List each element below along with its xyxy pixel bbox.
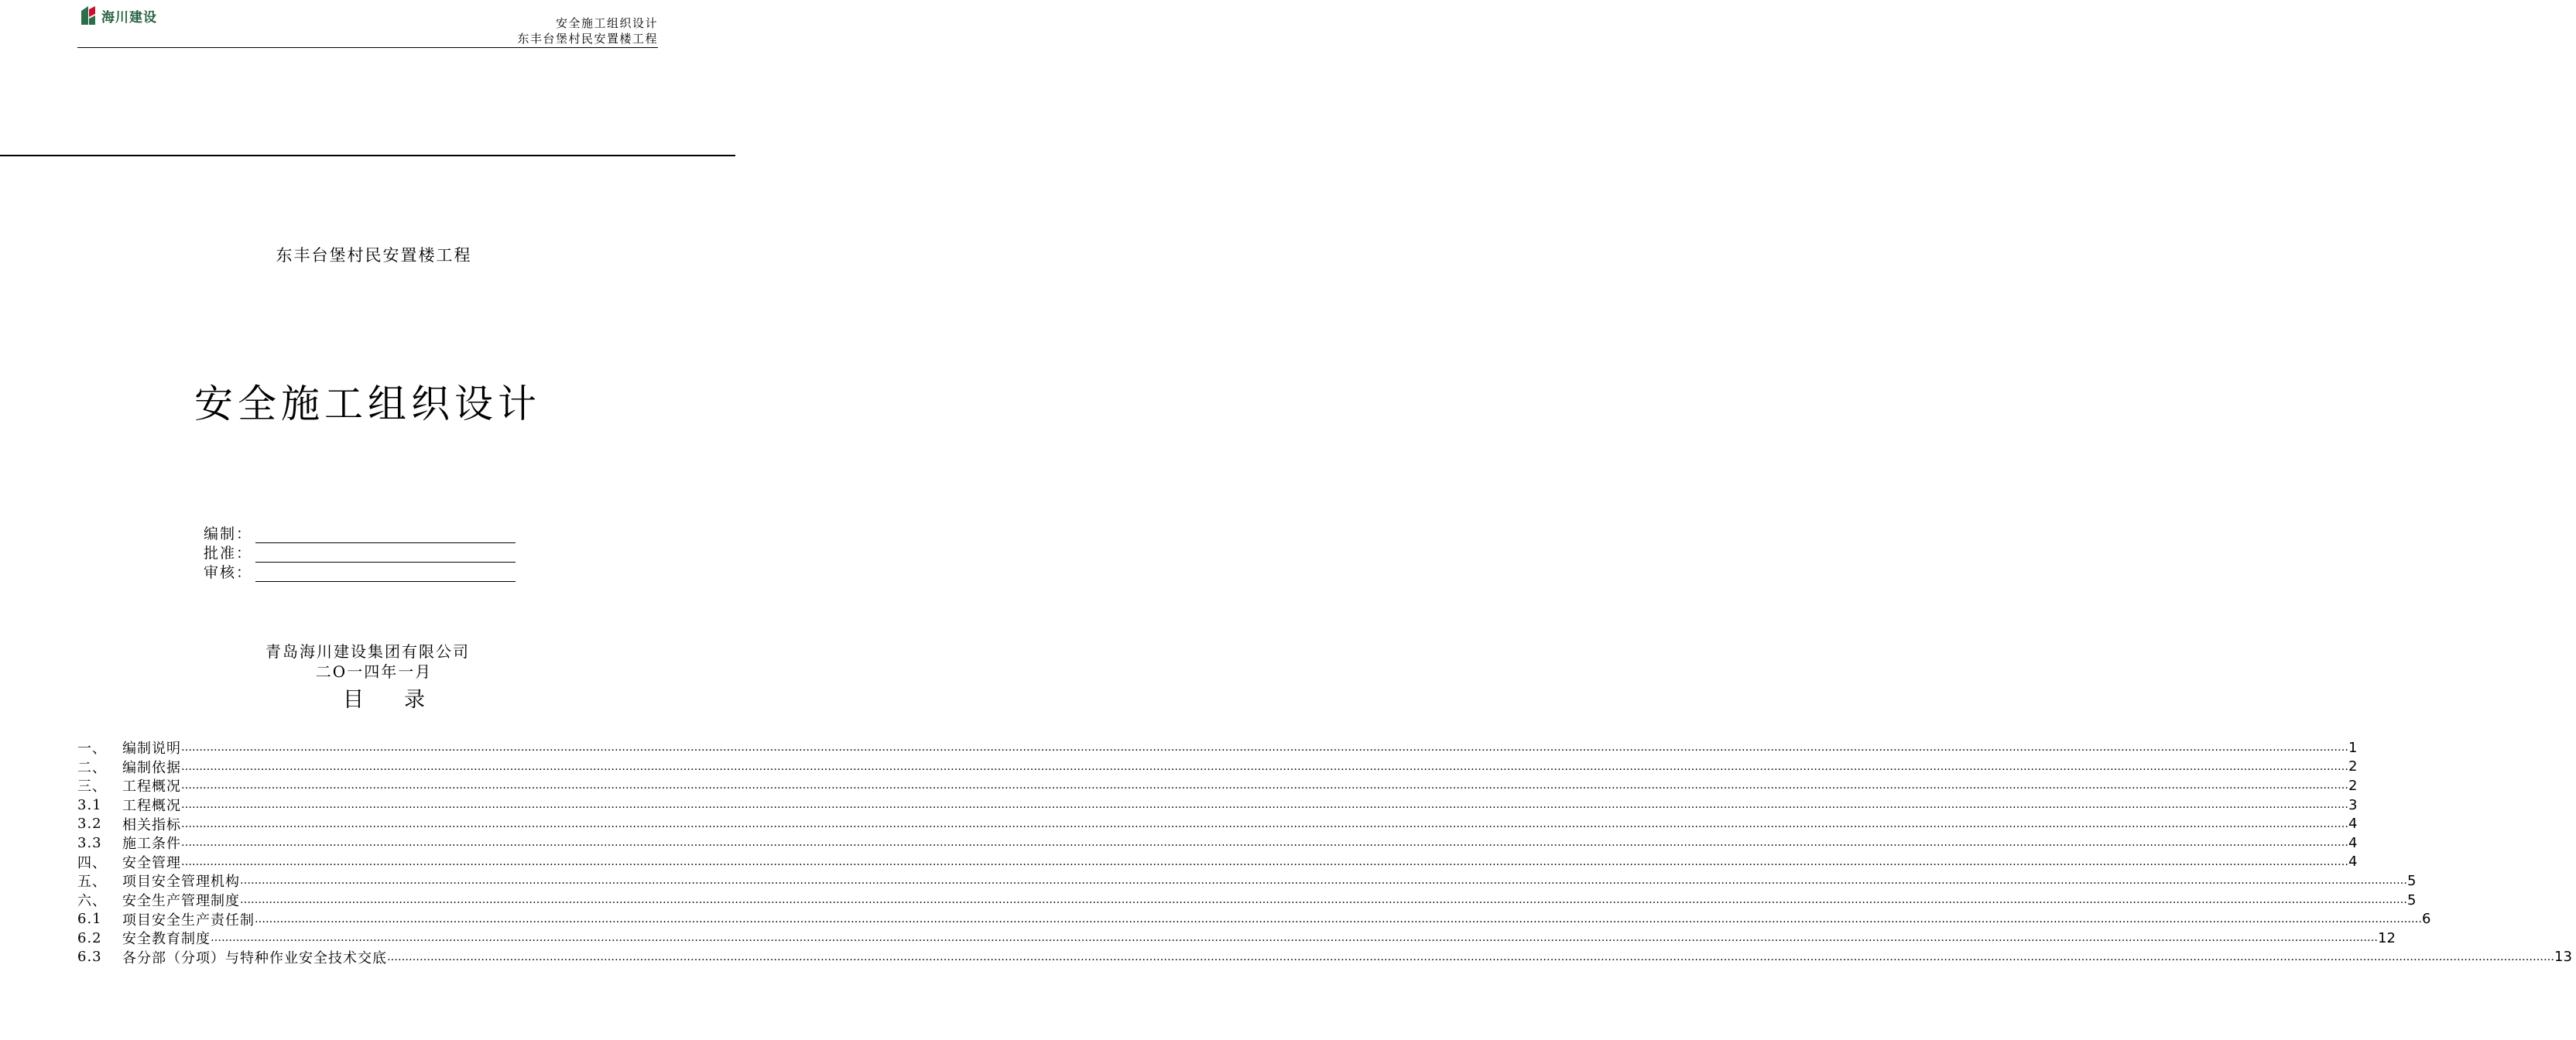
toc-entry-number: 四、	[77, 854, 107, 871]
toc-entry-page: 2	[2348, 777, 2358, 794]
toc-entry-title: 相关指标	[122, 816, 181, 833]
toc-leader-dots: ……………………………………………………………………………………………………………………………………………………………………………………………………………………………………………………………………………………………………………………………………………………………………………………………………………………………………………………………………………………………………………………………………………………	[181, 779, 2348, 792]
toc-entry-number: 3.2	[77, 816, 102, 833]
toc-entry-page: 4	[2348, 854, 2358, 871]
logo-mark-icon	[78, 3, 98, 28]
cover-main-title: 安全施工组织设计	[194, 381, 541, 426]
toc-leader-dots: ……………………………………………………………………………………………………………………………………………………………………………………………………………………………………………………………………………………………………………………………………………………………………………………………………………………………………………………………………………………………………………………………………………………	[181, 817, 2348, 830]
toc-leader-dots: ……………………………………………………………………………………………………………………………………………………………………………………………………………………………………………………………………………………………………………………………………………………………………………………………………………………………………………………………………………………………………………………………………………………	[181, 799, 2348, 812]
toc-entry-page: 4	[2348, 834, 2358, 851]
signature-label: 审核：	[204, 564, 253, 581]
toc-entry-page: 4	[2348, 816, 2358, 833]
toc-entry-page: 5	[2407, 891, 2417, 908]
logo-text: 海川建设	[101, 9, 157, 26]
toc-entry-number: 五、	[77, 874, 107, 891]
toc-entry-title: 工程概况	[122, 778, 181, 795]
toc-entry-page: 5	[2407, 872, 2417, 889]
toc-entry-page: 2	[2348, 758, 2358, 775]
header-doc-title: 安全施工组织设计	[555, 16, 658, 30]
header-rule	[77, 47, 658, 48]
signature-reviewed	[204, 563, 516, 582]
toc-entry-title: 安全生产管理制度	[122, 893, 240, 910]
toc-leader-dots: ……………………………………………………………………………………………………………………………………………………………………………………………………………………………………………………………………………………………………………………………………………………………………………………………………………………………………………………………………………………………………………………………………………………	[255, 912, 2422, 925]
toc-entry-page: 6	[2422, 911, 2431, 928]
toc-title-right: 录	[404, 688, 426, 712]
signature-line	[255, 527, 516, 543]
toc-entry-title: 编制说明	[122, 741, 181, 758]
toc-entry-title: 工程概况	[122, 798, 181, 815]
company-name: 青岛海川建设集团有限公司	[265, 642, 470, 661]
page-divider	[0, 155, 735, 156]
toc-title	[0, 682, 769, 713]
signature-approved	[204, 544, 516, 563]
toc-entry[interactable]	[77, 833, 2358, 853]
toc-entry-number: 三、	[77, 778, 107, 795]
toc-entry[interactable]	[77, 871, 2417, 891]
table-of-contents	[77, 738, 2572, 966]
toc-entry-title: 项目安全管理机构	[122, 874, 240, 891]
toc-leader-dots: ……………………………………………………………………………………………………………………………………………………………………………………………………………………………………………………………………………………………………………………………………………………………………………………………………………………………………………………………………………………………………………………………………………………	[211, 932, 2378, 945]
toc-leader-dots: ……………………………………………………………………………………………………………………………………………………………………………………………………………………………………………………………………………………………………………………………………………………………………………………………………………………………………………………………………………………………………………………………………………………	[240, 894, 2407, 907]
toc-entry-title: 施工条件	[122, 836, 181, 853]
cover-project-name: 东丰台堡村民安置楼工程	[276, 246, 472, 265]
toc-entry-number: 6.2	[77, 929, 102, 946]
toc-entry[interactable]	[77, 909, 2431, 929]
signature-label: 批准：	[204, 545, 253, 562]
toc-entry[interactable]	[77, 891, 2417, 910]
toc-entry[interactable]	[77, 929, 2396, 948]
toc-title-left: 目	[343, 688, 365, 712]
toc-entry-title: 项目安全生产责任制	[122, 912, 255, 929]
signature-prepared	[204, 525, 516, 543]
signature-line	[255, 566, 516, 582]
toc-leader-dots: ……………………………………………………………………………………………………………………………………………………………………………………………………………………………………………………………………………………………………………………………………………………………………………………………………………………………………………………………………………………………………………………………………………………	[240, 874, 2407, 888]
toc-leader-dots: ……………………………………………………………………………………………………………………………………………………………………………………………………………………………………………………………………………………………………………………………………………………………………………………………………………………………………………………………………………………………………………………………………………………	[181, 855, 2348, 868]
toc-entry-page: 1	[2348, 739, 2358, 756]
signature-label: 编制：	[204, 525, 253, 542]
header-project-name: 东丰台堡村民安置楼工程	[517, 32, 658, 46]
toc-entry-number: 一、	[77, 741, 107, 758]
toc-entry-number: 3.1	[77, 796, 102, 813]
toc-leader-dots: ……………………………………………………………………………………………………………………………………………………………………………………………………………………………………………………………………………………………………………………………………………………………………………………………………………………………………………………………………………………………………………………………………………………	[181, 741, 2348, 754]
toc-entry-number: 3.3	[77, 834, 102, 851]
toc-entry-number: 六、	[77, 893, 107, 910]
toc-entry-title: 安全教育制度	[122, 931, 211, 948]
toc-entry-title: 安全管理	[122, 854, 181, 871]
toc-entry-number: 6.1	[77, 911, 102, 928]
toc-leader-dots: ……………………………………………………………………………………………………………………………………………………………………………………………………………………………………………………………………………………………………………………………………………………………………………………………………………………………………………………………………………………………………………………………………………………	[181, 836, 2348, 850]
company-logo	[78, 3, 157, 28]
toc-entry[interactable]	[77, 948, 2572, 967]
toc-entry-page: 3	[2348, 796, 2358, 813]
toc-entry-page: 13	[2554, 949, 2572, 966]
toc-entry-page: 12	[2378, 929, 2396, 946]
toc-leader-dots: ……………………………………………………………………………………………………………………………………………………………………………………………………………………………………………………………………………………………………………………………………………………………………………………………………………………………………………………………………………………………………………………………………………………	[181, 760, 2348, 773]
toc-entry[interactable]	[77, 814, 2358, 833]
toc-entry[interactable]	[77, 853, 2358, 872]
toc-entry[interactable]	[77, 738, 2358, 758]
toc-entry-title: 各分部（分项）与特种作业安全技术交底	[122, 949, 387, 966]
toc-entry[interactable]	[77, 795, 2358, 815]
issue-date: 二O一四年一月	[315, 662, 433, 681]
toc-entry-title: 编制依据	[122, 759, 181, 776]
toc-entry-number: 6.3	[77, 949, 102, 966]
header-titles	[517, 15, 658, 46]
toc-leader-dots: ……………………………………………………………………………………………………………………………………………………………………………………………………………………………………………………………………………………………………………………………………………………………………………………………………………………………………………………………………………………………………………………………………………………	[387, 950, 2554, 963]
toc-entry-number: 二、	[77, 759, 107, 776]
toc-entry[interactable]	[77, 758, 2358, 777]
toc-entry[interactable]	[77, 776, 2358, 795]
signature-line	[255, 546, 516, 563]
